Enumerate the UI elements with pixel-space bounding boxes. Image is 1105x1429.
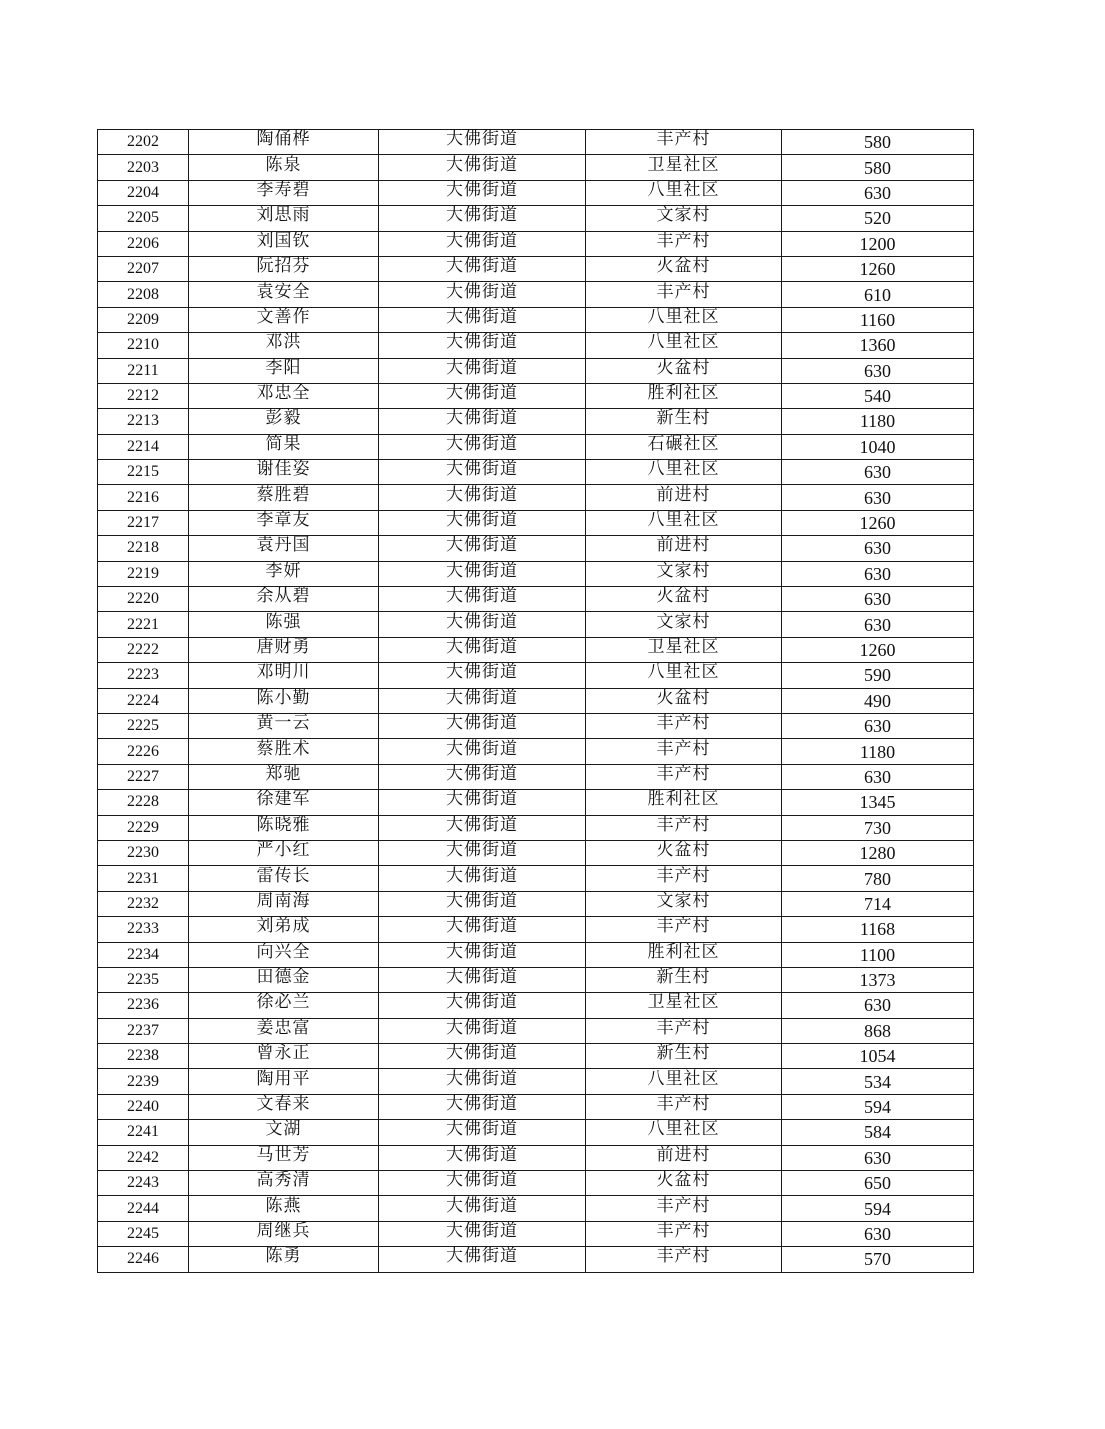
community-cell: 火盆村	[586, 584, 782, 609]
street-cell: 大佛街道	[379, 533, 586, 558]
amount-cell: 540	[782, 383, 974, 408]
street-cell: 大佛街道	[379, 710, 586, 735]
name-cell: 陶用平	[189, 1066, 379, 1091]
street-cell: 大佛街道	[379, 736, 586, 761]
name-cell: 陶俑桦	[189, 127, 379, 152]
amount-cell: 520	[782, 206, 974, 231]
street-cell: 大佛街道	[379, 228, 586, 253]
row-number-cell: 2222	[98, 637, 189, 662]
row-number-cell: 2223	[98, 663, 189, 688]
amount-cell: 590	[782, 663, 974, 688]
amount-cell: 1200	[782, 231, 974, 256]
community-cell: 文家村	[586, 203, 782, 228]
row-number-cell: 2239	[98, 1069, 189, 1094]
street-cell: 大佛街道	[379, 1193, 586, 1218]
row-number-cell: 2240	[98, 1094, 189, 1119]
amount-cell: 1180	[782, 739, 974, 764]
community-cell: 丰产村	[586, 279, 782, 304]
street-cell: 大佛街道	[379, 990, 586, 1015]
name-cell: 彭毅	[189, 406, 379, 431]
community-cell: 石碾社区	[586, 431, 782, 456]
name-cell: 田德金	[189, 964, 379, 989]
name-cell: 姜忠富	[189, 1015, 379, 1040]
row-number-cell: 2211	[98, 358, 189, 383]
row-number-cell: 2202	[98, 130, 189, 155]
name-cell: 文春来	[189, 1091, 379, 1116]
street-cell: 大佛街道	[379, 431, 586, 456]
name-cell: 徐必兰	[189, 990, 379, 1015]
community-cell: 八里社区	[586, 330, 782, 355]
community-cell: 丰产村	[586, 1193, 782, 1218]
street-cell: 大佛街道	[379, 1091, 586, 1116]
street-cell: 大佛街道	[379, 939, 586, 964]
street-cell: 大佛街道	[379, 127, 586, 152]
row-number-cell: 2236	[98, 993, 189, 1018]
row-number-cell: 2219	[98, 561, 189, 586]
street-cell: 大佛街道	[379, 1218, 586, 1243]
row-number-cell: 2230	[98, 840, 189, 865]
community-cell: 丰产村	[586, 228, 782, 253]
name-cell: 谢佳姿	[189, 457, 379, 482]
community-cell: 丰产村	[586, 863, 782, 888]
community-cell: 丰产村	[586, 812, 782, 837]
amount-cell: 1360	[782, 333, 974, 358]
community-cell: 丰产村	[586, 1244, 782, 1269]
amount-cell: 1040	[782, 434, 974, 459]
name-cell: 余从碧	[189, 584, 379, 609]
amount-cell: 630	[782, 993, 974, 1018]
street-cell: 大佛街道	[379, 609, 586, 634]
amount-cell: 630	[782, 358, 974, 383]
name-cell: 周继兵	[189, 1218, 379, 1243]
row-number-cell: 2204	[98, 180, 189, 205]
amount-cell: 1345	[782, 790, 974, 815]
name-cell: 李阳	[189, 355, 379, 380]
row-number-cell: 2235	[98, 967, 189, 992]
community-cell: 文家村	[586, 558, 782, 583]
row-number-cell: 2234	[98, 942, 189, 967]
street-cell: 大佛街道	[379, 330, 586, 355]
row-number-cell: 2225	[98, 713, 189, 738]
row-number-cell: 2243	[98, 1171, 189, 1196]
name-cell: 马世芳	[189, 1142, 379, 1167]
community-cell: 卫星社区	[586, 634, 782, 659]
row-number-cell: 2226	[98, 739, 189, 764]
name-cell: 陈燕	[189, 1193, 379, 1218]
amount-cell: 1260	[782, 256, 974, 281]
name-cell: 雷传长	[189, 863, 379, 888]
street-cell: 大佛街道	[379, 279, 586, 304]
street-cell: 大佛街道	[379, 837, 586, 862]
row-number-cell: 2212	[98, 383, 189, 408]
row-number-cell: 2228	[98, 790, 189, 815]
row-number-cell: 2233	[98, 917, 189, 942]
name-cell: 袁丹国	[189, 533, 379, 558]
name-cell: 向兴全	[189, 939, 379, 964]
community-cell: 火盆村	[586, 355, 782, 380]
community-cell: 丰产村	[586, 761, 782, 786]
community-cell: 八里社区	[586, 177, 782, 202]
row-number-cell: 2216	[98, 485, 189, 510]
community-cell: 新生村	[586, 406, 782, 431]
amount-cell: 630	[782, 587, 974, 612]
name-cell: 李妍	[189, 558, 379, 583]
amount-cell: 630	[782, 561, 974, 586]
row-number-cell: 2231	[98, 866, 189, 891]
amount-cell: 1180	[782, 409, 974, 434]
street-cell: 大佛街道	[379, 914, 586, 939]
community-cell: 前进村	[586, 482, 782, 507]
community-cell: 新生村	[586, 1041, 782, 1066]
street-cell: 大佛街道	[379, 304, 586, 329]
row-number-cell: 2218	[98, 536, 189, 561]
street-cell: 大佛街道	[379, 380, 586, 405]
name-cell: 邓明川	[189, 660, 379, 685]
name-cell: 高秀清	[189, 1168, 379, 1193]
row-number-cell: 2224	[98, 688, 189, 713]
community-cell: 八里社区	[586, 660, 782, 685]
community-cell: 文家村	[586, 609, 782, 634]
community-cell: 丰产村	[586, 736, 782, 761]
community-cell: 新生村	[586, 964, 782, 989]
amount-cell: 630	[782, 180, 974, 205]
street-cell: 大佛街道	[379, 1041, 586, 1066]
name-cell: 文湖	[189, 1117, 379, 1142]
community-cell: 火盆村	[586, 685, 782, 710]
amount-cell: 630	[782, 612, 974, 637]
street-cell: 大佛街道	[379, 1066, 586, 1091]
name-cell: 蔡胜碧	[189, 482, 379, 507]
row-number-cell: 2245	[98, 1221, 189, 1246]
row-number-cell: 2220	[98, 587, 189, 612]
row-number-cell: 2213	[98, 409, 189, 434]
amount-cell: 1054	[782, 1044, 974, 1069]
row-number-cell: 2206	[98, 231, 189, 256]
street-cell: 大佛街道	[379, 507, 586, 532]
table-body	[98, 130, 974, 1273]
community-cell: 胜利社区	[586, 380, 782, 405]
street-cell: 大佛街道	[379, 812, 586, 837]
row-number-cell: 2215	[98, 460, 189, 485]
row-number-cell: 2232	[98, 891, 189, 916]
street-cell: 大佛街道	[379, 685, 586, 710]
community-cell: 胜利社区	[586, 787, 782, 812]
row-number-cell: 2237	[98, 1018, 189, 1043]
amount-cell: 868	[782, 1018, 974, 1043]
row-number-cell: 2217	[98, 510, 189, 535]
amount-cell: 570	[782, 1247, 974, 1272]
community-cell: 八里社区	[586, 507, 782, 532]
row-number-cell: 2208	[98, 282, 189, 307]
amount-cell: 780	[782, 866, 974, 891]
community-cell: 丰产村	[586, 1218, 782, 1243]
row-number-cell: 2210	[98, 333, 189, 358]
community-cell: 八里社区	[586, 1117, 782, 1142]
street-cell: 大佛街道	[379, 964, 586, 989]
row-number-cell: 2241	[98, 1120, 189, 1145]
community-cell: 卫星社区	[586, 152, 782, 177]
name-cell: 唐财勇	[189, 634, 379, 659]
amount-cell: 584	[782, 1120, 974, 1145]
row-number-cell: 2227	[98, 764, 189, 789]
amount-cell: 1260	[782, 637, 974, 662]
street-cell: 大佛街道	[379, 761, 586, 786]
name-cell: 文善作	[189, 304, 379, 329]
amount-cell: 580	[782, 130, 974, 155]
street-cell: 大佛街道	[379, 1015, 586, 1040]
name-cell: 郑驰	[189, 761, 379, 786]
street-cell: 大佛街道	[379, 1117, 586, 1142]
street-cell: 大佛街道	[379, 203, 586, 228]
community-cell: 火盆村	[586, 837, 782, 862]
row-number-cell: 2214	[98, 434, 189, 459]
street-cell: 大佛街道	[379, 558, 586, 583]
street-cell: 大佛街道	[379, 888, 586, 913]
community-cell: 丰产村	[586, 127, 782, 152]
street-cell: 大佛街道	[379, 787, 586, 812]
street-cell: 大佛街道	[379, 177, 586, 202]
community-cell: 丰产村	[586, 710, 782, 735]
street-cell: 大佛街道	[379, 863, 586, 888]
amount-cell: 630	[782, 1221, 974, 1246]
row-number-cell: 2229	[98, 815, 189, 840]
amount-cell: 594	[782, 1094, 974, 1119]
name-cell: 袁安全	[189, 279, 379, 304]
amount-cell: 490	[782, 688, 974, 713]
name-cell: 阮招芬	[189, 253, 379, 278]
community-cell: 卫星社区	[586, 990, 782, 1015]
amount-cell: 630	[782, 536, 974, 561]
table-row	[98, 1247, 974, 1272]
street-cell: 大佛街道	[379, 482, 586, 507]
row-number-cell: 2246	[98, 1247, 189, 1272]
amount-cell: 594	[782, 1196, 974, 1221]
name-cell: 刘国钦	[189, 228, 379, 253]
name-cell: 刘弟成	[189, 914, 379, 939]
amount-cell: 630	[782, 1145, 974, 1170]
name-cell: 徐建军	[189, 787, 379, 812]
amount-cell: 630	[782, 764, 974, 789]
name-cell: 周南海	[189, 888, 379, 913]
name-cell: 陈强	[189, 609, 379, 634]
name-cell: 陈小勤	[189, 685, 379, 710]
street-cell: 大佛街道	[379, 253, 586, 278]
street-cell: 大佛街道	[379, 1168, 586, 1193]
amount-cell: 534	[782, 1069, 974, 1094]
community-cell: 八里社区	[586, 1066, 782, 1091]
name-cell: 陈泉	[189, 152, 379, 177]
name-cell: 刘思雨	[189, 203, 379, 228]
community-cell: 前进村	[586, 1142, 782, 1167]
street-cell: 大佛街道	[379, 457, 586, 482]
amount-cell: 1280	[782, 840, 974, 865]
row-number-cell: 2242	[98, 1145, 189, 1170]
subsidy-table	[97, 129, 974, 1273]
amount-cell: 1168	[782, 917, 974, 942]
name-cell: 李章友	[189, 507, 379, 532]
amount-cell: 580	[782, 155, 974, 180]
amount-cell: 714	[782, 891, 974, 916]
name-cell: 邓洪	[189, 330, 379, 355]
community-cell: 丰产村	[586, 1015, 782, 1040]
amount-cell: 630	[782, 485, 974, 510]
amount-cell: 1260	[782, 510, 974, 535]
row-number-cell: 2207	[98, 256, 189, 281]
street-cell: 大佛街道	[379, 406, 586, 431]
community-cell: 胜利社区	[586, 939, 782, 964]
name-cell: 蔡胜术	[189, 736, 379, 761]
name-cell: 陈晓雅	[189, 812, 379, 837]
street-cell: 大佛街道	[379, 355, 586, 380]
name-cell: 黄一云	[189, 710, 379, 735]
name-cell: 陈勇	[189, 1244, 379, 1269]
amount-cell: 610	[782, 282, 974, 307]
street-cell: 大佛街道	[379, 634, 586, 659]
street-cell: 大佛街道	[379, 660, 586, 685]
community-cell: 丰产村	[586, 914, 782, 939]
amount-cell: 1160	[782, 307, 974, 332]
community-cell: 文家村	[586, 888, 782, 913]
amount-cell: 650	[782, 1171, 974, 1196]
row-number-cell: 2203	[98, 155, 189, 180]
community-cell: 丰产村	[586, 1091, 782, 1116]
street-cell: 大佛街道	[379, 1142, 586, 1167]
community-cell: 火盆村	[586, 1168, 782, 1193]
row-number-cell: 2244	[98, 1196, 189, 1221]
street-cell: 大佛街道	[379, 152, 586, 177]
row-number-cell: 2205	[98, 206, 189, 231]
name-cell: 简果	[189, 431, 379, 456]
amount-cell: 730	[782, 815, 974, 840]
amount-cell: 1100	[782, 942, 974, 967]
amount-cell: 630	[782, 460, 974, 485]
community-cell: 八里社区	[586, 457, 782, 482]
row-number-cell: 2238	[98, 1044, 189, 1069]
amount-cell: 630	[782, 713, 974, 738]
row-number-cell: 2209	[98, 307, 189, 332]
name-cell: 曾永正	[189, 1041, 379, 1066]
community-cell: 八里社区	[586, 304, 782, 329]
community-cell: 火盆村	[586, 253, 782, 278]
amount-cell: 1373	[782, 967, 974, 992]
name-cell: 严小红	[189, 837, 379, 862]
street-cell: 大佛街道	[379, 1244, 586, 1269]
name-cell: 邓忠全	[189, 380, 379, 405]
street-cell: 大佛街道	[379, 584, 586, 609]
community-cell: 前进村	[586, 533, 782, 558]
row-number-cell: 2221	[98, 612, 189, 637]
name-cell: 李寿碧	[189, 177, 379, 202]
